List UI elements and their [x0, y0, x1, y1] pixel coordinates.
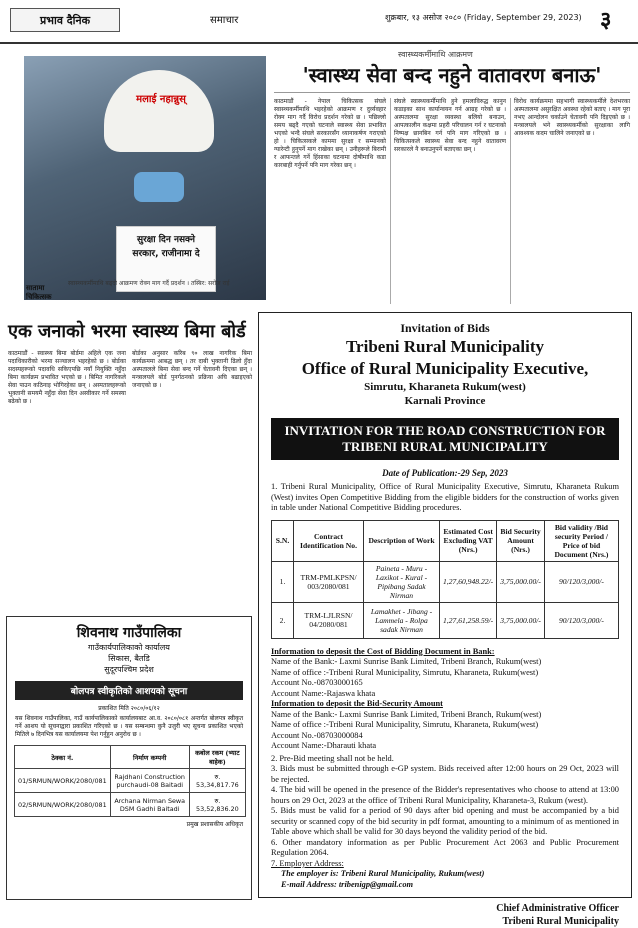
ad-para-1: 1. Tribeni Rural Municipality, Office of Rural Municipality Executive, Simrutu, Kharaneta Rukum (West) invites Open Competitive Bidding from the eligible bidders for the construction of works given in table under National Competitive Bidding procedures.: [271, 482, 619, 512]
story-kicker: स्वास्थ्यकर्मीमाथि आक्रमण: [398, 50, 473, 59]
bid-cell: TRM-PMLKPSN/ 003/2080/081: [294, 561, 364, 602]
issue-date: शुक्रबार, १३ असोज २०८० (Friday, September 29, 2023): [385, 13, 582, 22]
invitation-of-bids-ad: [258, 312, 632, 927]
bank-info-heading: Information to deposit the Cost of Bidding Document in Bank:: [271, 646, 495, 656]
story-headline: 'स्वास्थ्य सेवा बन्द नहुने वातावरण बनाऊ': [302, 63, 602, 87]
email-line: E-mail Address: tribenigp@gmail.com: [281, 879, 414, 889]
notice-col-header: कबोल रकम (भ्याट बाहेक): [189, 746, 245, 769]
ad-title: Invitation of Bids: [400, 321, 490, 335]
ad-address: Simrutu, Kharaneta Rukum(west): [364, 381, 526, 393]
face-mask-shape: [134, 172, 184, 202]
bid-cell: 1,27,60,948.22/-: [440, 561, 497, 602]
bid-col-header: Bid validity /Bid security Period / Price of bid Document (Nrs.): [544, 520, 618, 561]
bid-col-header: S.N.: [272, 520, 294, 561]
notice-cell: 02/SRMUN/WORK/2080/081: [15, 793, 111, 817]
notice-cell: रु. 53,34,817.76: [189, 769, 245, 793]
bid-cell: 3,75,000.00/-: [497, 561, 545, 602]
bid-cell: 1,27,61,258.59/-: [440, 602, 497, 638]
helmet-shape: [104, 70, 214, 152]
section-label: समाचार: [210, 15, 239, 26]
notice-col-header: ठेक्का नं.: [15, 746, 111, 769]
bid-cell: Lamakhet - Jibang -Lammela - Rolpa sadak Nirman: [364, 602, 440, 638]
story-column-1: काठमाडौं - नेपाल चिकित्सक संघले स्वास्थ्यकर्मीमाथि भइरहेको आक्रमण र दुर्व्यवहार रोक्न माग गर्दै विरोध प्रदर्शन गरेको छ । पछिल्लो समय बढ्दै गएको घटनाले स्वास्थ्य सेवा प्रभावित भएको भन्दै संघले सरकारसँग ध्यानाकर्षण गराएको हो । चिकित्सकले काममा सुरक्षा र सम्मानको ग्यारेन्टी हुनुपर्ने माग राखेका छन् । उनीहरूले बिरामी र आफन्तले गर्ने हिंसाका घटनामा दोषीमाथि कडा कारबाही गर्नुपर्ने पनि माग गरेका छन् ।: [274, 98, 386, 169]
bid-table: [271, 520, 619, 639]
article-column-2: बोर्डका अनुसार करिब ९० लाख नागरिक बिमा कार्यक्रममा आबद्ध छन् । तर दाबी भुक्तानी ढिलो हुँदा अस्पतालले बिमा सेवा बन्द गर्ने चेतावनी दिएका छन् । मन्त्रालयले बोर्ड पुनर्गठनको प्रक्रिया अघि बढाइएको जनाएको छ ।: [132, 350, 252, 389]
security-info-line: Account Name:-Dharauti khata: [271, 741, 377, 750]
security-info-heading: Information to deposit the Bid-Security Amount: [271, 699, 443, 708]
bid-col-header: Estimated Cost Excluding VAT (Nrs.): [440, 520, 497, 561]
signatory-org: Tribeni Rural Municipality: [502, 916, 619, 927]
notice-cell: रु. 53,52,836.20: [189, 793, 245, 817]
ad-office: Office of Rural Municipality Executive,: [301, 359, 589, 378]
column-divider: [390, 98, 391, 304]
notice-cell: Archana Nirman Sewa DSM Gadhi Baitadi: [110, 793, 189, 817]
notice-office: गाउँकार्यपालिकाको कार्यालय: [88, 643, 170, 652]
newspaper-logo: प्रभाव दैनिक: [10, 8, 120, 32]
table-row: [15, 769, 246, 793]
page-number: ३: [600, 8, 612, 33]
security-info-line: Name of the Bank:- Laxmi Sunrise Bank Limited, Tribeni Branch, Rukum(west): [271, 709, 542, 719]
table-row: [272, 561, 619, 602]
security-info-line: Name of office :-Tribeni Rural Municipality, Simrutu, Kharaneta, Rukum(west): [271, 720, 539, 729]
ad-para-4: 4. The bid will be opened in the presence of the Bidder's representatives who choose to attend at 13:00 hours on 29 Oct, 2023 at the office of Tribeni Rural Municipality, Kharaneta-3, Rukum (west).: [271, 785, 619, 805]
bank-info-line: Account Name:-Rajaswa khata: [271, 688, 376, 698]
bid-col-header: Description of Work: [364, 520, 440, 561]
protest-sign: सुरक्षा दिन नसक्ने सरकार, राजीनामा दे: [116, 226, 216, 292]
column-divider: [510, 98, 511, 304]
photo-caption: स्वास्थ्यकर्मीमाथि बढ्दो आक्रमण रोक्न माग गर्दै प्रदर्शन । तस्बिर: सरोज राई: [68, 280, 230, 287]
notice-address: सिकास, बैतडि: [108, 654, 150, 663]
notice-title: बोलपत्र स्वीकृतिको आशयको सूचना: [15, 681, 243, 700]
ad-para-2: 2. Pre-Bid meeting shall not be held.: [271, 753, 394, 763]
security-info-line: Account No.-08703000084: [271, 730, 363, 740]
bid-col-header: Bid Security Amount (Nrs.): [497, 520, 545, 561]
notice-org: शिवनाथ गाउँपालिका: [76, 625, 182, 641]
bid-cell: 1.: [272, 561, 294, 602]
employer-line: The employer is: Tribeni Rural Municipality, Rukum(west): [281, 869, 485, 878]
table-row: [272, 602, 619, 638]
notice-cell: 01/SRMUN/WORK/2080/081: [15, 769, 111, 793]
bank-info-line: Name of the Bank:- Laxmi Sunrise Bank Limited, Tribeni Branch, Rukum(west): [271, 657, 542, 666]
ad-para-7: 7. Employer Address:: [271, 858, 344, 868]
article-column-1: काठमाडौं - स्वास्थ्य बिमा बोर्डमा अहिले एक जना पदाधिकारीको भरमा सञ्चालन भइरहेको छ । बोर्डका सदस्यहरूको पदावधि सकिएपछि नयाँ नियुक्ति नहुँदा बिमा कार्यक्रम प्रभावित भएको छ । बिमित नागरिकले सेवा पाउन कठिनाइ भोगिरहेका छन् । अस्पतालहरूको भुक्तानी समयमै नहुँदा सेवा दिन अस्वीकार गर्ने समस्या बढेको छ ।: [8, 350, 126, 405]
bid-cell: 3,75,000.00/-: [497, 602, 545, 638]
notice-footer: प्रमुख प्रशासकीय अधिकृत: [186, 821, 243, 828]
notice-province: सुदूरपश्चिम प्रदेश: [104, 665, 154, 674]
ad-para-6: 6. Other mandatory information as per Public Procurement Act 2063 and Public Procurement Regulation 2064.: [271, 837, 619, 857]
notice-body: यस शिवनाथ गाउँपालिका, गाउँ कार्यपालिकाको कार्यालयबाट आ.व. २०८०/०८१ अन्तर्गत बोलपत्र स्वीकृत गर्ने आशय यो सूचनाद्वारा प्रकाशित गरिएको छ । यस सम्बन्धमा कुनै उजुरी भए सूचना प्रकाशित भएको मितिले ७ दिनभित्र यस कार्यालयमा पेश गर्नुहुन अनुरोध छ ।: [15, 715, 243, 738]
ad-para-5: 5. Bids must be valid for a period of 90 days after bid opening and must be accompanied by a bid security or scanned copy of the bid security in pdf format, amounting to a minimum of as mentioned in Table above which shall be valid for 30 days beyond the validity period of the bid.: [271, 806, 619, 836]
bid-cell: 2.: [272, 602, 294, 638]
bid-cell: Paineta - Muru - Laxikot - Kural -Pipibang Sadak Nirman: [364, 561, 440, 602]
notice-cell: Rajdhani Construction purchaudi-08 Baitadi: [110, 769, 189, 793]
ad-org: Tribeni Rural Municipality: [345, 337, 545, 356]
story-column-2: संघले स्वास्थ्यकर्मीमाथि हुने हमलाविरुद्ध कानुन कडाइका साथ कार्यान्वयन गर्न आग्रह गरेको छ । अस्पतालमा सुरक्षा व्यवस्था बलियो बनाउन, आपत्कालीन कक्षमा प्रहरी परिचालन गर्न र घटनाको निष्पक्ष छानबिन गर्न पनि माग गरिएको छ । चिकित्सकले स्वास्थ्य सेवा बन्द नहुने वातावरण सरकारले नै बनाउनुपर्ने बताएका छन् ।: [394, 98, 506, 153]
story-column-3: विरोध कार्यक्रममा सहभागी स्वास्थ्यकर्मीले देशभरका अस्पतालमा असुरक्षित अवस्था रहेको बताए । माग पूरा नभए आन्दोलन चर्काउने चेतावनी पनि दिइएको छ । मन्त्रालयले भने स्वास्थ्यकर्मीको सुरक्षाका लागि आवश्यक कदम चालिने जनाएको छ ।: [514, 98, 630, 137]
protest-photo: [24, 56, 266, 300]
article-headline: एक जनाको भरमा स्वास्थ्य बिमा बोर्ड: [8, 321, 246, 342]
bid-col-header: Contract Identification No.: [294, 520, 364, 561]
ad-province: Karnali Province: [404, 395, 486, 407]
photo-caption-label: सातामा चिकित्सक: [26, 284, 52, 301]
table-row: [15, 793, 246, 817]
notice-date: प्रकाशित मिति २०८०/०६/१२: [98, 705, 160, 712]
bid-cell: 90/120/3,000/-: [544, 602, 618, 638]
notice-col-header: निर्माण कम्पनी: [110, 746, 189, 769]
signatory-title: Chief Administrative Officer: [496, 903, 619, 914]
ad-banner: INVITATION FOR THE ROAD CONSTRUCTION FOR TRIBENI RURAL MUNICIPALITY: [271, 418, 619, 460]
publication-date: Date of Publication:-29 Sep, 2023: [382, 468, 508, 478]
shivnath-notice: [6, 616, 252, 900]
notice-table: [14, 745, 246, 817]
ad-para-3: 3. Bids must be submitted through e-GP system. Bids received after 12:00 hours on 29 Oct, 2023 will be rejected.: [271, 764, 619, 784]
bid-cell: 90/120/3,000/-: [544, 561, 618, 602]
bank-info-line: Name of office :-Tribeni Rural Municipality, Simrutu, Kharaneta, Rukum(west): [271, 667, 539, 677]
bid-cell: TRM-LJLRSN/ 04/2080/081: [294, 602, 364, 638]
bank-info-line: Account No.-08703000165: [271, 678, 363, 687]
divider: [274, 92, 630, 93]
helmet-text: मलाई नहान्नुस्: [136, 94, 186, 105]
